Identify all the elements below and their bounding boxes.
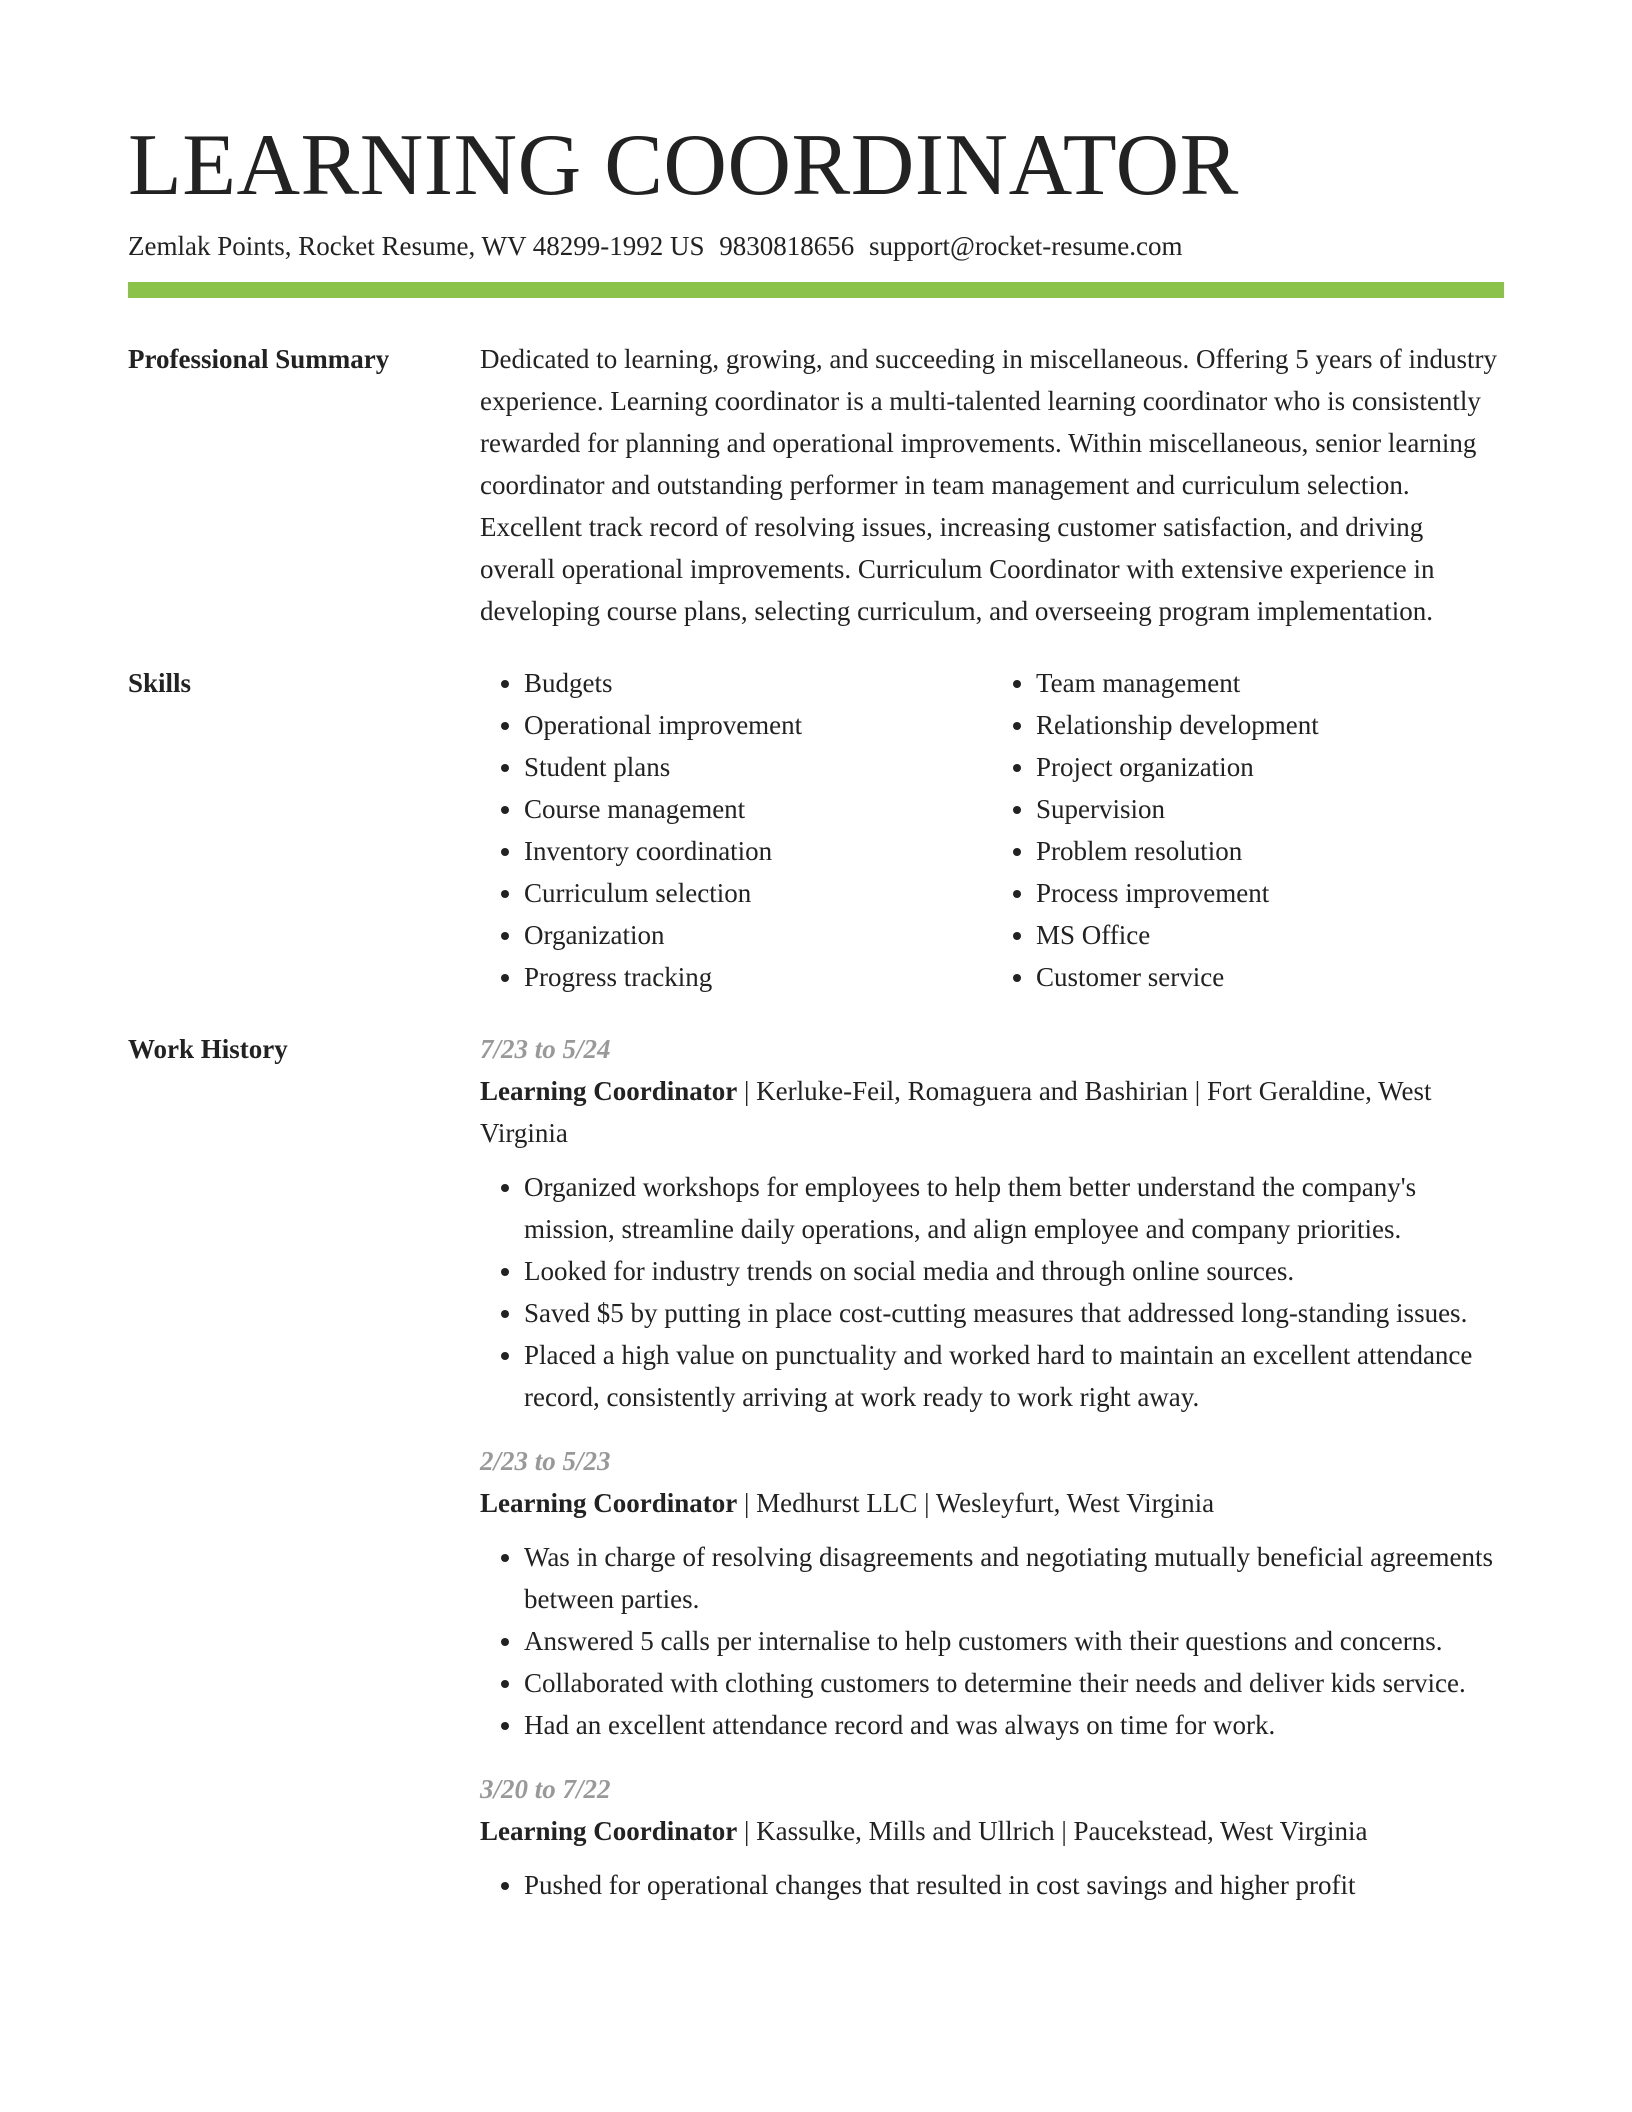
- summary-section: [128, 338, 1504, 632]
- skill-item: • Curriculum selection: [524, 872, 992, 914]
- skill-item: • Operational improvement: [524, 704, 992, 746]
- job-bullet: • Saved $5 by putting in place cost-cutting measures that addressed long-standing issues.: [524, 1292, 1504, 1334]
- job-entry: [480, 1440, 1504, 1746]
- skills-column-right: [992, 662, 1504, 998]
- contact-address: Zemlak Points, Rocket Resume, WV 48299-1992 US: [128, 230, 705, 261]
- job-bullet: • Looked for industry trends on social media and through online sources.: [524, 1250, 1504, 1292]
- job-bullets: [480, 1166, 1504, 1418]
- skill-item: • Customer service: [1036, 956, 1504, 998]
- contact-line: [128, 229, 1504, 264]
- skill-item: • Inventory coordination: [524, 830, 992, 872]
- job-title: Learning Coordinator: [480, 1815, 738, 1846]
- job-dates: 7/23 to 5/24: [480, 1033, 611, 1064]
- summary-heading: Professional Summary: [128, 343, 390, 374]
- skill-item: • Student plans: [524, 746, 992, 788]
- resume-name: LEARNING COORDINATOR: [128, 117, 1239, 214]
- job-entry: [480, 1768, 1504, 1906]
- skills-list: [480, 662, 1504, 998]
- summary-text: Dedicated to learning, growing, and succeeding in miscellaneous. Offering 5 years of industry experience. Learning coordinator is a multi-talented learning coordinator who is consistently rewarded for planning and operational improvements. Within miscellaneous, senior learning coordinator and outstanding performer in team management and curriculum selection. Excellent track record of resolving issues, increasing customer satisfaction, and driving overall operational improvements. Curriculum Coordinator with extensive experience in developing course plans, selecting curriculum, and overseeing program implementation.: [480, 343, 1497, 626]
- job-details: | Kassulke, Mills and Ullrich | Paucekstead, West Virginia: [737, 1815, 1368, 1846]
- job-header: [480, 1810, 1504, 1852]
- skill-item: • Organization: [524, 914, 992, 956]
- skill-item: • MS Office: [1036, 914, 1504, 956]
- job-header: [480, 1482, 1504, 1524]
- job-bullet: • Placed a high value on punctuality and worked hard to maintain an excellent attendance record, consistently arriving at work ready to work right away.: [524, 1334, 1504, 1418]
- job-dates: 3/20 to 7/22: [480, 1773, 611, 1804]
- job-entry: [480, 1028, 1504, 1418]
- skills-section: [128, 662, 1504, 998]
- skill-item: • Team management: [1036, 662, 1504, 704]
- skill-item: • Progress tracking: [524, 956, 992, 998]
- job-title: Learning Coordinator: [480, 1075, 738, 1106]
- skill-item: • Project organization: [1036, 746, 1504, 788]
- job-bullet: • Pushed for operational changes that resulted in cost savings and higher profit: [524, 1864, 1504, 1906]
- contact-phone: 9830818656: [719, 230, 855, 261]
- job-bullets: [480, 1536, 1504, 1746]
- skill-item: • Budgets: [524, 662, 992, 704]
- job-details: | Kerluke-Feil, Romaguera and Bashirian | Fort Geraldine, West Virginia: [480, 1075, 1432, 1148]
- skills-column-left: [480, 662, 992, 998]
- work-history-list: [480, 1028, 1504, 1928]
- job-bullet: • Was in charge of resolving disagreements and negotiating mutually beneficial agreements between parties.: [524, 1536, 1504, 1620]
- job-header: [480, 1070, 1504, 1154]
- skill-item: • Process improvement: [1036, 872, 1504, 914]
- work-history-heading: Work History: [128, 1033, 288, 1064]
- job-details: | Medhurst LLC | Wesleyfurt, West Virginia: [737, 1487, 1215, 1518]
- skill-item: • Problem resolution: [1036, 830, 1504, 872]
- skill-item: • Supervision: [1036, 788, 1504, 830]
- job-bullet: • Organized workshops for employees to help them better understand the company's mission, streamline daily operations, and align employee and company priorities.: [524, 1166, 1504, 1250]
- job-bullet: • Had an excellent attendance record and was always on time for work.: [524, 1704, 1504, 1746]
- job-dates: 2/23 to 5/23: [480, 1445, 611, 1476]
- contact-email: support@rocket-resume.com: [868, 230, 1183, 261]
- job-title: Learning Coordinator: [480, 1487, 738, 1518]
- skill-item: • Relationship development: [1036, 704, 1504, 746]
- job-bullets: [480, 1864, 1504, 1906]
- job-bullet: • Answered 5 calls per internalise to help customers with their questions and concerns.: [524, 1620, 1504, 1662]
- skill-item: • Course management: [524, 788, 992, 830]
- skills-heading: Skills: [128, 667, 192, 698]
- accent-divider: [128, 282, 1504, 298]
- work-history-section: [128, 1028, 1504, 1928]
- job-bullet: • Collaborated with clothing customers to determine their needs and deliver kids service.: [524, 1662, 1504, 1704]
